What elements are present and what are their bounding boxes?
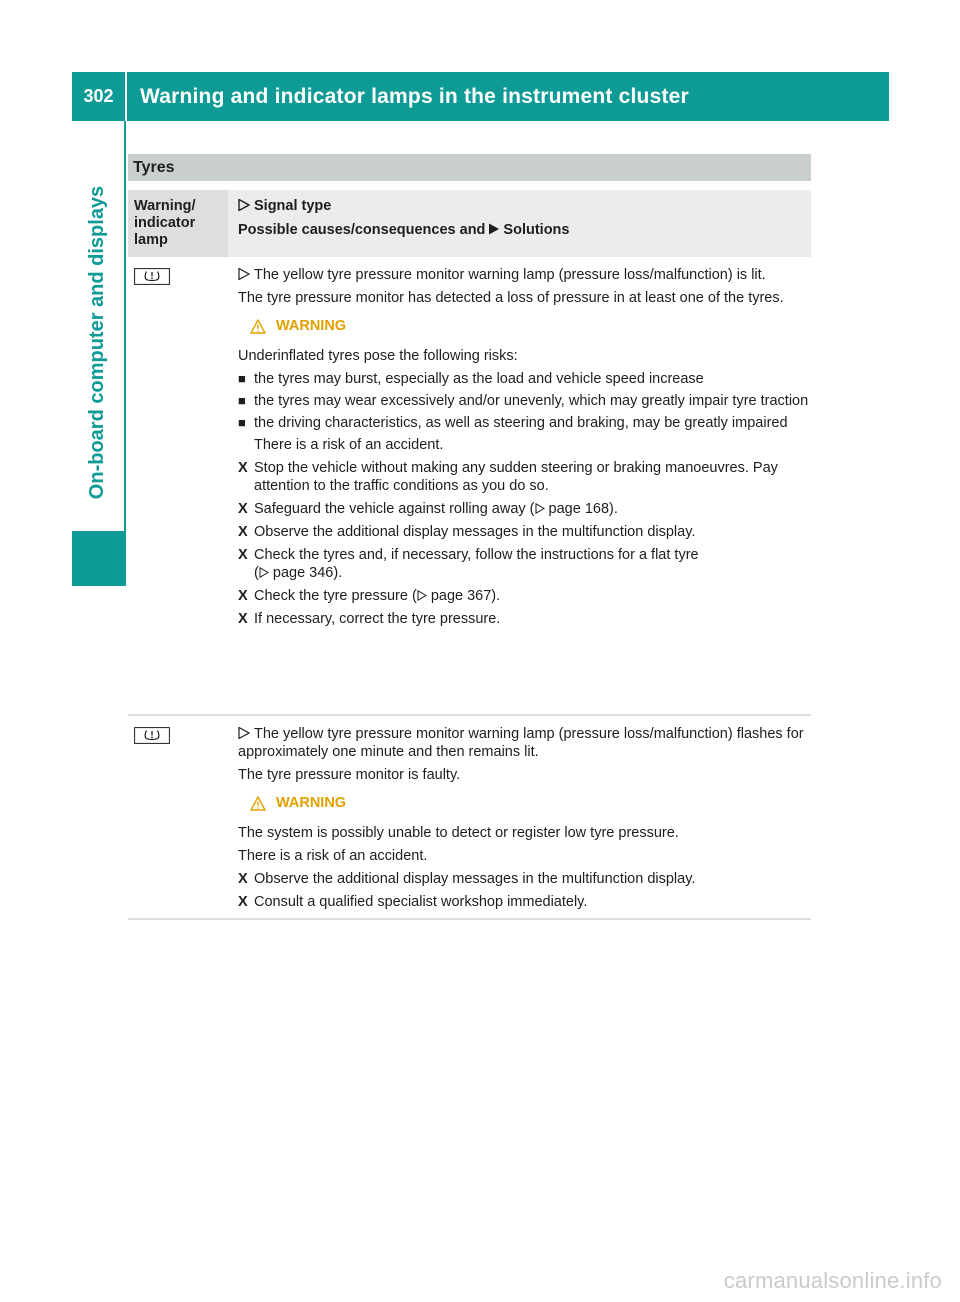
page-header <box>72 72 889 121</box>
action-text <box>254 500 811 518</box>
signal-text: The yellow tyre pressure monitor warning lamp (pressure loss/malfunction) flashes for approximately one minute and then remains lit. <box>238 726 804 760</box>
action-text: Stop the vehicle without making any sudden steering or braking manoeuvres. Pay attention to the traffic conditions as you do so. <box>254 460 778 494</box>
cause-text: The tyre pressure monitor has detected a loss of pressure in at least one of the tyres. <box>238 290 784 306</box>
action-item <box>238 610 811 628</box>
risk-note: There is a risk of an accident. <box>238 848 428 864</box>
page-reference-link[interactable]: page 346). <box>272 565 343 581</box>
action-item <box>238 523 811 541</box>
action-item <box>238 893 811 911</box>
column-header-description <box>228 190 811 257</box>
table-header <box>128 190 811 257</box>
causes-heading <box>238 222 801 239</box>
warning-label: WARNING <box>276 318 347 334</box>
action-item <box>238 870 811 888</box>
signal-triangle-icon <box>238 727 250 739</box>
action-x-icon: X <box>238 894 248 910</box>
warning-triangle-icon <box>250 796 266 811</box>
section-title: Tyres <box>128 154 811 181</box>
side-tab-marker <box>72 531 126 586</box>
column-header-lamp-line: indicator <box>134 215 196 231</box>
warning-intro: Underinflated tyres pose the following risks: <box>238 348 518 364</box>
action-item <box>238 500 811 518</box>
warning-heading <box>250 794 811 812</box>
column-header-lamp <box>128 190 228 257</box>
action-x-icon: X <box>238 588 248 604</box>
tyre-pressure-warning-icon <box>134 268 170 285</box>
risk-item <box>238 392 811 410</box>
solutions-label: Solutions <box>503 222 570 238</box>
lamp-cell <box>128 723 228 918</box>
table-row <box>128 723 811 920</box>
action-x-icon: X <box>238 611 248 627</box>
bullet-icon: ■ <box>238 371 246 386</box>
warning-triangle-icon <box>250 319 266 334</box>
lamp-cell <box>128 264 228 714</box>
page-title: Warning and indicator lamps in the instrument cluster <box>140 84 689 108</box>
signal-type-label: Signal type <box>254 198 332 214</box>
action-text: Consult a qualified specialist workshop immediately. <box>254 894 588 910</box>
action-text-part: Safeguard the vehicle against rolling away ( <box>254 501 535 517</box>
action-x-icon: X <box>238 501 248 517</box>
signal-description <box>238 266 811 284</box>
risk-text: the driving characteristics, as well as steering and braking, may be greatly impaired <box>254 415 788 431</box>
action-item <box>238 546 811 582</box>
watermark: carmanualsonline.info <box>723 1268 942 1293</box>
warning-text: The system is possibly unable to detect or register low tyre pressure. <box>238 825 679 841</box>
action-item <box>238 459 811 495</box>
side-tab-label: On-board computer and displays <box>86 185 109 499</box>
warning-label: WARNING <box>276 795 347 811</box>
page-reference-icon <box>417 590 427 601</box>
risk-text: the tyres may wear excessively and/or unevenly, which may greatly impair tyre traction <box>254 393 809 409</box>
signal-triangle-icon <box>238 268 250 280</box>
action-text <box>254 587 811 605</box>
risk-item <box>238 414 811 432</box>
action-text-part: Check the tyre pressure ( <box>254 588 417 604</box>
causes-label: Possible causes/consequences and <box>238 222 486 238</box>
action-text: If necessary, correct the tyre pressure. <box>254 611 501 627</box>
signal-description <box>238 725 811 761</box>
page-reference-icon <box>535 503 545 514</box>
column-header-lamp-line: Warning/ <box>134 198 196 214</box>
solution-arrow-icon <box>488 223 500 235</box>
description-cell <box>228 723 811 918</box>
bullet-icon: ■ <box>238 415 246 430</box>
page-reference-link[interactable]: page 367). <box>430 588 501 604</box>
tyre-pressure-warning-icon <box>134 727 170 744</box>
action-x-icon: X <box>238 460 248 476</box>
description-cell <box>228 264 811 714</box>
signal-type-heading <box>238 198 801 215</box>
warning-heading <box>250 317 811 335</box>
side-tab-label-wrap <box>84 157 112 527</box>
action-x-icon: X <box>238 524 248 540</box>
column-header-lamp-line: lamp <box>134 232 168 248</box>
action-item <box>238 587 811 605</box>
risk-text: the tyres may burst, especially as the load and vehicle speed increase <box>254 371 704 387</box>
page-reference-icon <box>259 567 269 578</box>
signal-triangle-icon <box>238 199 250 211</box>
action-text-part: Check the tyres and, if necessary, follow the instructions for a flat tyre <box>254 547 699 563</box>
action-x-icon: X <box>238 547 248 563</box>
signal-text: The yellow tyre pressure monitor warning lamp (pressure loss/malfunction) is lit. <box>254 267 766 283</box>
table-row <box>128 264 811 716</box>
action-x-icon: X <box>238 871 248 887</box>
action-text: Check the tyres and, if necessary, follow the instructions for a flat tyre ( page 346). <box>254 547 699 581</box>
risk-item <box>238 370 811 388</box>
page-reference-link[interactable]: page 168). <box>548 501 618 517</box>
cause-text: The tyre pressure monitor is faulty. <box>238 767 461 783</box>
action-text: Observe the additional display messages in the multifunction display. <box>254 524 696 540</box>
risk-note: There is a risk of an accident. <box>254 437 444 453</box>
bullet-icon: ■ <box>238 393 246 408</box>
page-number: 302 <box>72 72 127 121</box>
action-text: Observe the additional display messages in the multifunction display. <box>254 871 696 887</box>
